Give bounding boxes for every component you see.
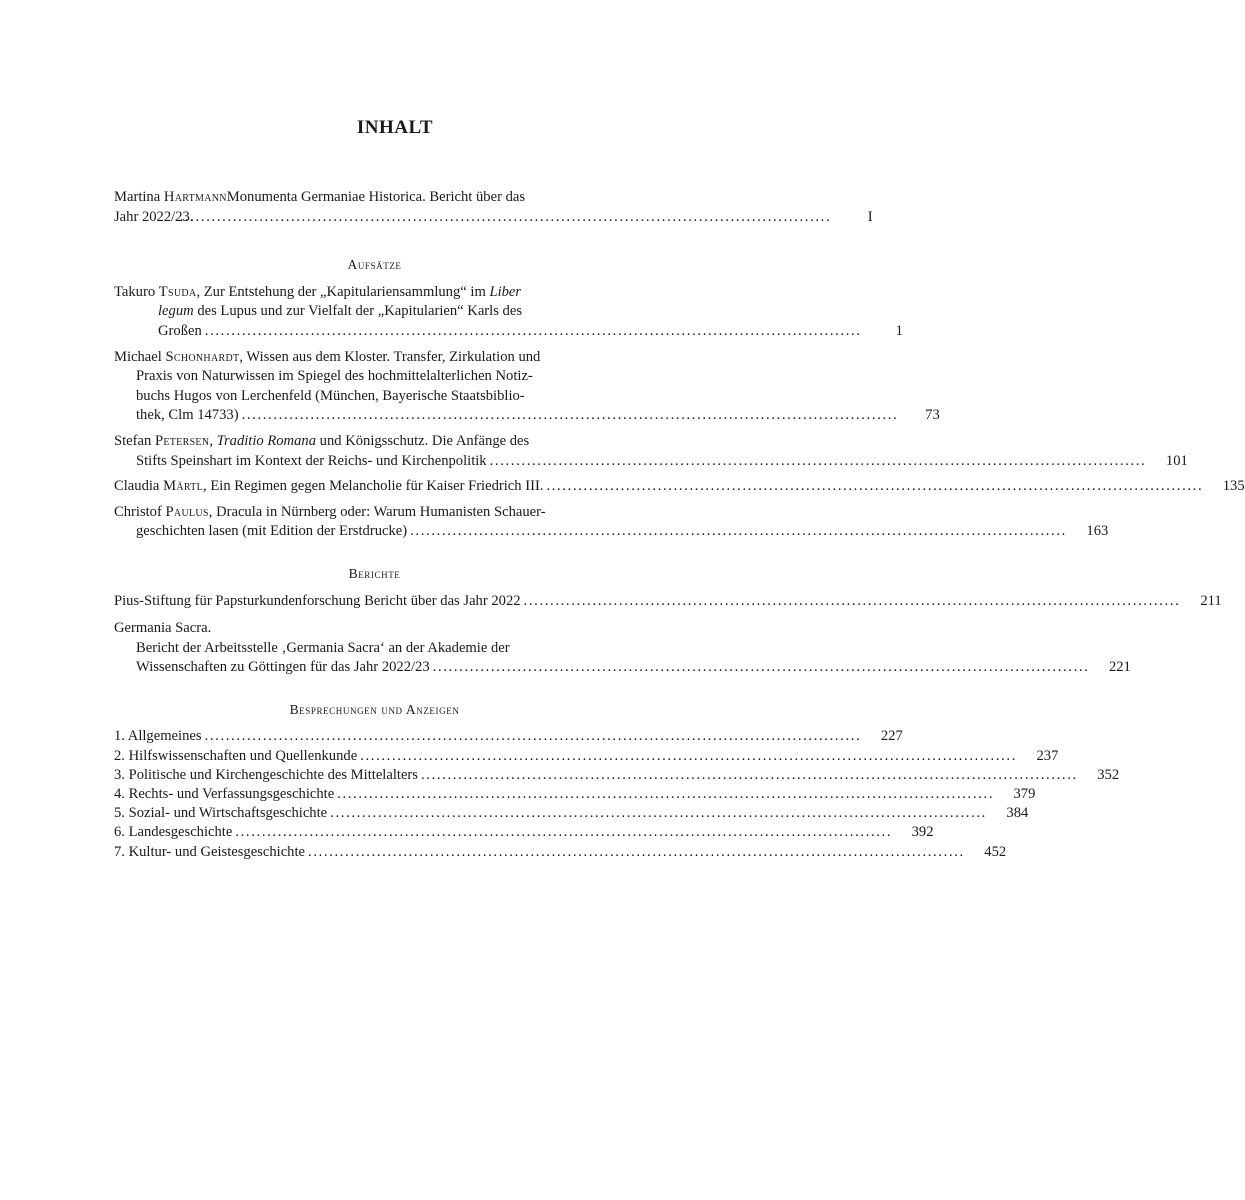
- entry-last-line: [114, 406, 940, 426]
- entry-title-end: Jahr 2022/23.: [114, 208, 194, 225]
- entry-title: 1. Allgemeines: [114, 728, 202, 745]
- entry-title: 4. Rechts- und Verfassungsgeschichte: [114, 786, 335, 803]
- entry-line: [114, 348, 635, 368]
- entry-title-end: Stifts Speinshart im Kontext der Reichs- und Kirchenpolitik: [136, 452, 487, 469]
- toc-entry-germania-sacra[interactable]: [114, 619, 1131, 678]
- toc-entry-sozialgeschichte[interactable]: [114, 804, 1029, 823]
- page-number: 392: [911, 824, 934, 841]
- entry-title: , Dracula in Nürnberg oder: Warum Humanisten Schauer-: [208, 503, 546, 520]
- leader-dots: [330, 804, 984, 823]
- page-number: 73: [925, 407, 940, 424]
- author-last-name: Schonhardt: [165, 348, 240, 365]
- toc-entry-maertl[interactable]: [114, 477, 1245, 497]
- entry-title: 7. Kultur- und Geistesgeschichte: [114, 843, 306, 860]
- page-number: 237: [1036, 747, 1059, 764]
- entry-title: Monumenta Germaniae Historica. Bericht über das: [226, 189, 526, 205]
- page-number: 1: [895, 322, 903, 339]
- toc-entry-rechtsgeschichte[interactable]: [114, 785, 1036, 804]
- entry-title: , Wissen aus dem Kloster. Transfer, Zirkulation und: [239, 348, 541, 365]
- page-number: 227: [880, 728, 903, 745]
- toc-entry-schonhardt[interactable]: [114, 348, 940, 426]
- entry-title: des Lupus und zur Vielfalt der „Kapitularien“ Karls des: [193, 303, 522, 320]
- author-last-name: Paulus: [165, 503, 209, 520]
- leader-dots: [205, 322, 859, 342]
- leader-dots: [421, 766, 1075, 785]
- author-first-name: Stefan: [114, 432, 152, 449]
- toc-entry-landesgeschichte[interactable]: [114, 823, 934, 842]
- entry-title: und Königsschutz. Die Anfänge des: [316, 432, 530, 449]
- leader-dots: [205, 727, 859, 746]
- entry-last-line: [114, 658, 1131, 678]
- entry-line: [136, 302, 635, 322]
- section-heading-aufsaetze: Aufsätze: [347, 257, 402, 273]
- entry-last-line: [114, 208, 873, 228]
- leader-dots: [308, 843, 962, 862]
- entry-title-italic: legum: [158, 303, 194, 320]
- page-number: 352: [1097, 766, 1120, 783]
- entry-title-end: thek, Clm 14733): [136, 407, 239, 424]
- toc-entry-politische-geschichte[interactable]: [114, 766, 1120, 785]
- entry-title: 5. Sozial- und Wirtschaftsgeschichte: [114, 805, 328, 822]
- leader-dots: [337, 785, 991, 804]
- toc-entry-pius-stiftung[interactable]: [114, 592, 1222, 612]
- entry-line: buchs Hugos von Lerchenfeld (München, Bayerische Staatsbiblio-: [136, 387, 525, 404]
- leader-dots: [490, 452, 1144, 472]
- page-number: I: [867, 208, 873, 225]
- leader-dots: [242, 406, 896, 426]
- toc-entry-hartmann[interactable]: [114, 188, 873, 227]
- page-number: 384: [1006, 805, 1029, 822]
- toc-entry-allgemeines[interactable]: [114, 727, 903, 746]
- leader-dots: [360, 747, 1014, 766]
- author-first-name: Michael: [114, 348, 162, 365]
- toc-entry-petersen[interactable]: [114, 432, 1188, 471]
- toc-entry-paulus[interactable]: [114, 503, 1109, 542]
- leader-dots: [433, 658, 1087, 678]
- toc-entry-hilfswissenschaften[interactable]: [114, 747, 1059, 766]
- page-number: 211: [1200, 592, 1222, 609]
- entry-line: [114, 283, 635, 303]
- author-first-name: Takuro: [114, 283, 156, 300]
- entry-title: ,: [209, 432, 217, 449]
- table-of-contents: [114, 188, 1245, 862]
- entry-line: Bericht der Arbeitsstelle ‚Germania Sacra‘ an der Akademie der: [136, 639, 510, 656]
- entry-last-line: [114, 592, 1222, 612]
- entry-last-line: [114, 477, 1245, 497]
- toc-entry-tsuda[interactable]: [114, 283, 903, 342]
- author-first-name: Claudia: [114, 478, 160, 495]
- besprechungen-list: [114, 727, 1120, 861]
- author-last-name: Petersen: [154, 432, 210, 449]
- entry-title-italic: Traditio Romana: [216, 432, 316, 449]
- section-heading-berichte: Berichte: [348, 565, 401, 581]
- entry-line: [114, 503, 635, 523]
- page-number: 379: [1013, 786, 1036, 803]
- entry-title: , Zur Entstehung der „Kapitulariensammlung“ im: [196, 283, 490, 300]
- entry-first-line: [114, 188, 635, 208]
- entry-last-line: [114, 452, 1188, 472]
- entry-title: 3. Politische und Kirchengeschichte des Mittelalters: [114, 766, 418, 783]
- entry-last-line: [114, 522, 1109, 542]
- author-last-name: Hartmann: [163, 189, 227, 205]
- entry-title-end: Wissenschaften zu Göttingen für das Jahr 2022/23: [136, 659, 430, 676]
- leader-dots: [524, 592, 1178, 612]
- leader-dots: [235, 823, 889, 842]
- entry-title-italic: Liber: [489, 283, 522, 300]
- page-number: 221: [1108, 659, 1131, 676]
- entry-title: 6. Landesgeschichte: [114, 824, 233, 841]
- entry-title-end: Großen: [158, 322, 202, 339]
- page-number: 135: [1222, 478, 1245, 495]
- entry-last-line: [136, 322, 903, 342]
- section-heading-besprechungen: Besprechungen und Anzeigen: [289, 701, 460, 717]
- entry-line: Germania Sacra.: [114, 620, 212, 637]
- entry-title: , Ein Regimen gegen Melancholie für Kaiser Friedrich III.: [203, 478, 544, 495]
- leader-dots: [410, 522, 1064, 542]
- author-last-name: Tsuda: [158, 283, 197, 300]
- leader-dots: [546, 477, 1200, 497]
- page-title: INHALT: [356, 117, 434, 138]
- entry-title-end: geschichten lasen (mit Edition der Erstdrucke): [136, 523, 408, 540]
- entry-line: [114, 432, 635, 452]
- entry-title: Pius-Stiftung für Papsturkundenforschung Bericht über das Jahr 2022: [114, 592, 521, 609]
- entry-line: Praxis von Naturwissen im Spiegel des hochmittelalterlichen Notiz-: [136, 368, 533, 385]
- leader-dots: [196, 208, 828, 228]
- author-first-name: Martina: [114, 189, 161, 205]
- page-number: 101: [1165, 452, 1188, 469]
- author-first-name: Christof: [114, 503, 162, 520]
- entry-title: 2. Hilfswissenschaften und Quellenkunde: [114, 747, 358, 764]
- author-last-name: Märtl: [163, 478, 204, 495]
- page-number: 163: [1086, 523, 1109, 540]
- toc-entry-kulturgeschichte[interactable]: [114, 843, 1007, 862]
- page-number: 452: [984, 843, 1007, 860]
